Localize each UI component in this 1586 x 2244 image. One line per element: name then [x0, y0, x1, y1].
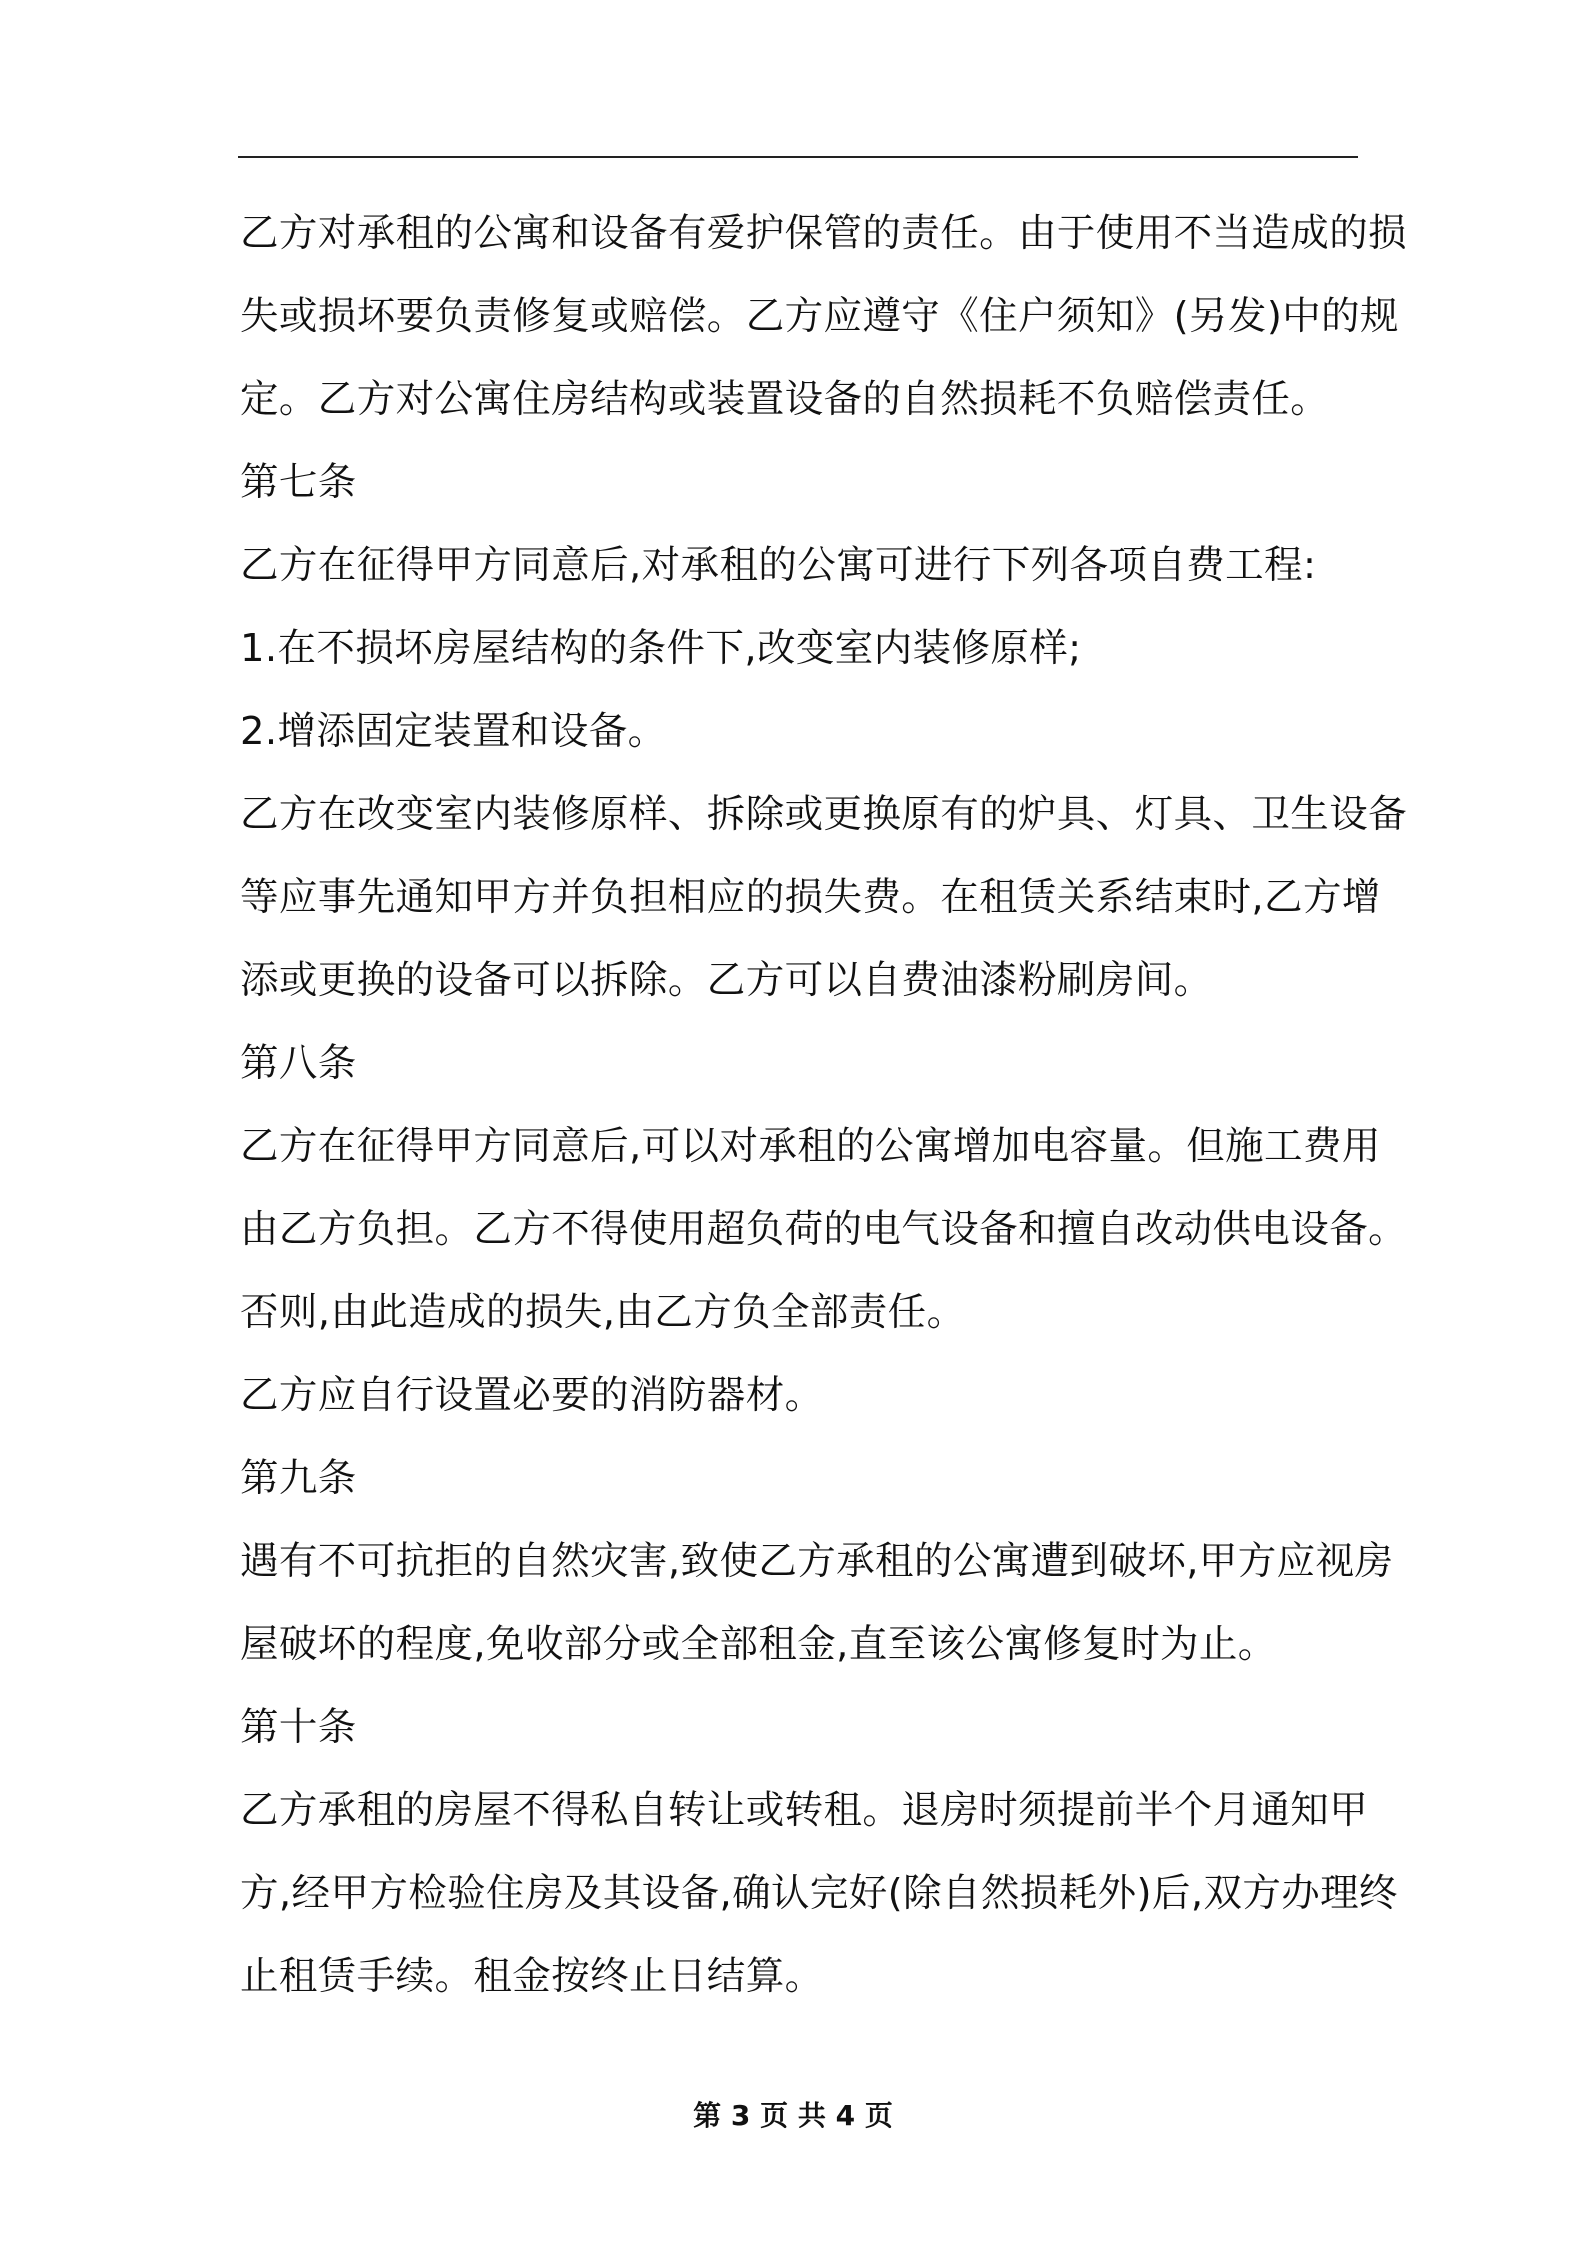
body-line: 失或损坏要负责修复或赔偿。乙方应遵守《住户须知》(另发)中的规 [240, 294, 1399, 339]
body-line: 定。乙方对公寓住房结构或装置设备的自然损耗不负赔偿责任。 [240, 377, 1330, 422]
body-line: 由乙方负担。乙方不得使用超负荷的电气设备和擅自改动供电设备。 [240, 1207, 1408, 1252]
body-line: 乙方对承租的公寓和设备有爱护保管的责任。由于使用不当造成的损 [240, 211, 1408, 256]
body-line: 乙方应自行设置必要的消防器材。 [240, 1373, 824, 1418]
body-line: 乙方承租的房屋不得私自转让或转租。退房时须提前半个月通知甲 [240, 1788, 1369, 1833]
body-line: 等应事先通知甲方并负担相应的损失费。在租赁关系结束时,乙方增 [240, 875, 1381, 920]
page-label-mid: 页 共 [760, 2099, 826, 2132]
header-rule [238, 156, 1358, 158]
current-page-number: 3 [730, 2099, 751, 2132]
page-label-prefix: 第 [693, 2099, 722, 2132]
document-body [240, 192, 1408, 2018]
body-line: 乙方在征得甲方同意后,可以对承租的公寓增加电容量。但施工费用 [240, 1124, 1381, 1169]
list-item: 1.在不损坏房屋结构的条件下,改变室内装修原样; [240, 626, 1082, 671]
article-heading-7: 第七条 [240, 460, 357, 505]
page-label-suffix: 页 [864, 2099, 893, 2132]
page-footer [0, 2096, 1586, 2136]
body-line: 添或更换的设备可以拆除。乙方可以自费油漆粉刷房间。 [240, 958, 1213, 1003]
list-item: 2.增添固定装置和设备。 [240, 709, 667, 754]
body-line: 屋破坏的程度,免收部分或全部租金,直至该公寓修复时为止。 [240, 1622, 1277, 1667]
body-line: 遇有不可抗拒的自然灾害,致使乙方承租的公寓遭到破坏,甲方应视房 [240, 1539, 1394, 1584]
body-line: 乙方在改变室内装修原样、拆除或更换原有的炉具、灯具、卫生设备 [240, 792, 1408, 837]
article-heading-8: 第八条 [240, 1041, 357, 1086]
body-line: 否则,由此造成的损失,由乙方负全部责任。 [240, 1290, 966, 1335]
article-heading-9: 第九条 [240, 1456, 357, 1501]
article-heading-10: 第十条 [240, 1705, 357, 1750]
body-line: 方,经甲方检验住房及其设备,确认完好(除自然损耗外)后,双方办理终 [240, 1871, 1398, 1916]
body-line: 乙方在征得甲方同意后,对承租的公寓可进行下列各项自费工程: [240, 543, 1317, 588]
total-pages-number: 4 [835, 2099, 856, 2132]
body-line: 止租赁手续。租金按终止日结算。 [240, 1954, 824, 1999]
